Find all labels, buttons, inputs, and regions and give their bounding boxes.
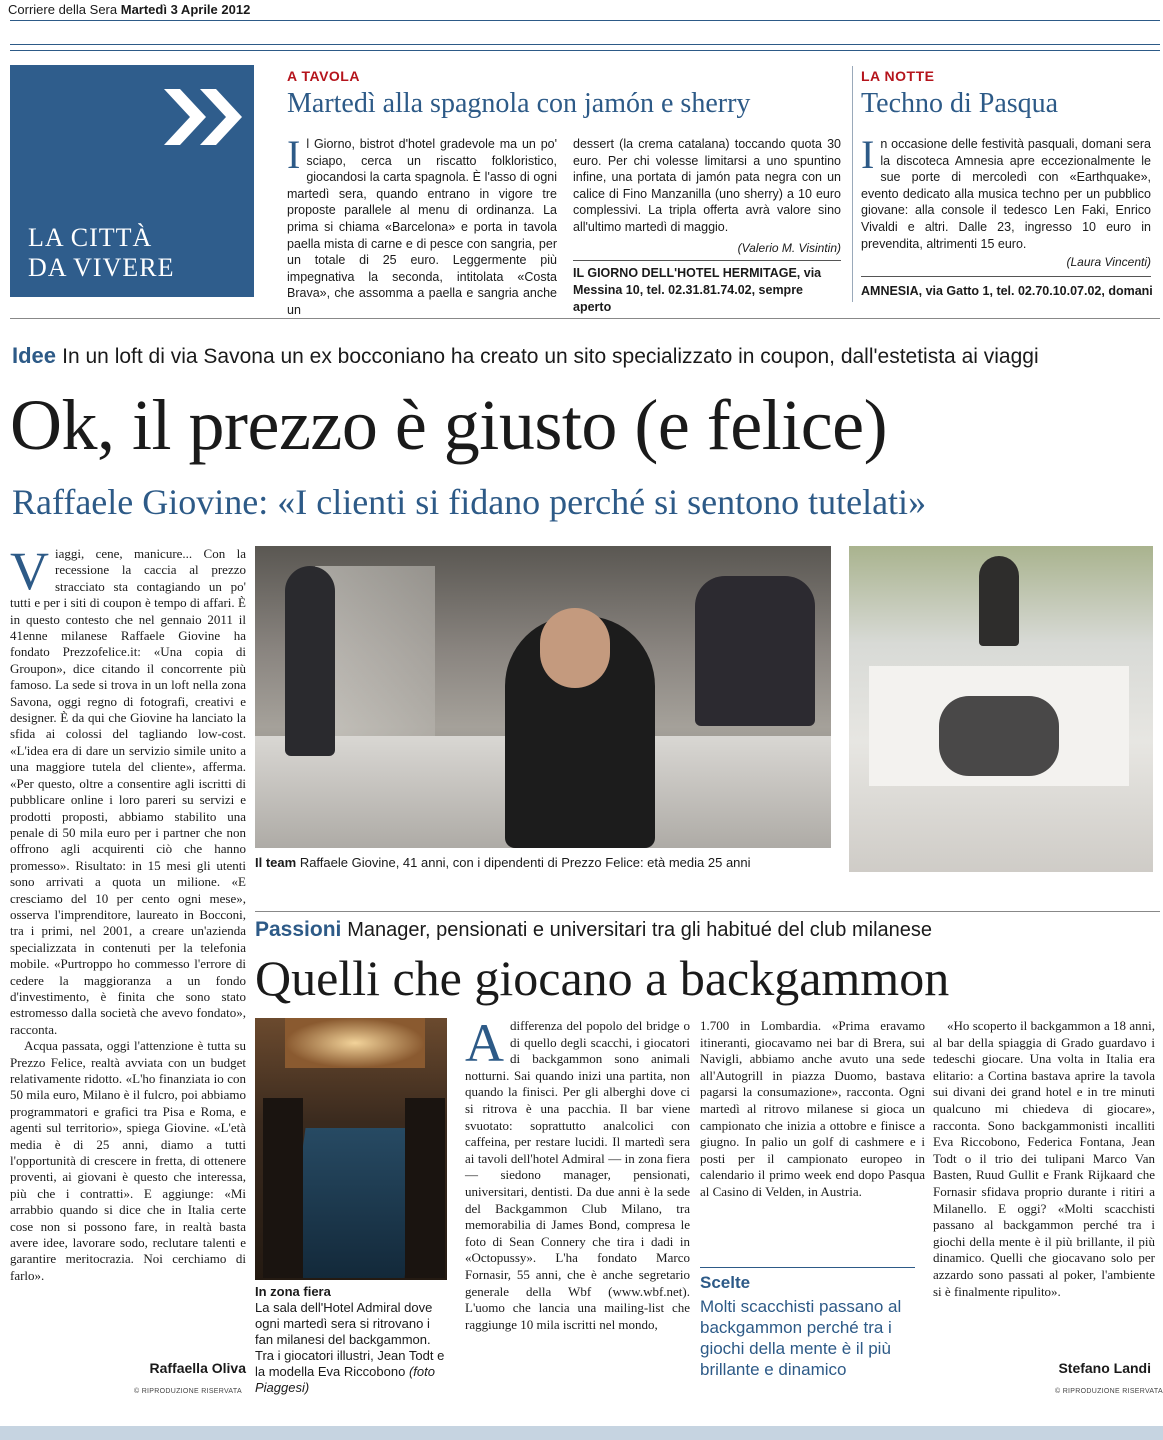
scelte-rule	[700, 1267, 915, 1268]
tavola-kicker: A TAVOLA	[287, 68, 360, 84]
tavola-body-col2	[573, 136, 841, 256]
photo-people	[939, 696, 1059, 776]
idee-subhead-line	[12, 343, 1162, 369]
top-rule	[10, 20, 1160, 21]
double-chevron-right-icon	[160, 83, 250, 151]
masthead	[8, 2, 250, 17]
passioni-col1-text: differenza del popolo del bridge o di quello degli scacchi, i giocatori di backgammon sono animali notturni. Sai quando inizi una partita, non quando la finisci. Per gli alberghi dove ci si ritrova è una pacchia. Il bar viene svuotato: soprattutto analcolici con caffeina, per restare lucidi. Il martedì sera ai tavoli dell'hotel Admiral — in zona fiera — siedono manager, pensionati, universitari, dentisti. Da due anni è la sede del Backgammon Club Milano, tra memorabilia di James Bond, compresa le foto di Sean Connery che tira i dadi in «Octopussy». L'ha fondato Marco Fornasir, 55 anni, che è anche segretario generale della Wbf (www.wbf.net). L'uomo che lancia una mailing-list che raggiunge 10 mila iscritti nel mondo,	[465, 1018, 690, 1332]
photo-figures-right	[695, 576, 815, 726]
idee-subhead: In un loft di via Savona un ex bocconiano ha creato un sito specializzato in coupon, dall'estetista ai viaggi	[62, 345, 1039, 368]
column-divider	[852, 66, 853, 302]
tavola-address: IL GIORNO DELL'HOTEL HERMITAGE, via Messina 10, tel. 02.31.81.74.02, sempre aperto	[573, 266, 822, 314]
team-photo	[255, 546, 831, 848]
tavola-body-col1	[287, 132, 557, 319]
tavola-body-text1: l Giorno, bistrot d'hotel gradevole ma un po' sciapo, cerca un riscatto folkloristico, giocandosi la carta spagnola. È l'asso di ogni martedì sera, quando entrano in vigore tre proposte parallele al menu di ordinanza. La prima si chiama «Barcelona» e porta in tavola paella mista di carne e di pesce con sangria, per un totale di 25 euro. Leggermente più impegnativa la seconda, intitolata «Costa Brava», che assomma a paella e sangria anche un	[287, 137, 557, 317]
section-title-line2: DA VIVERE	[28, 253, 175, 282]
passioni-subhead-line	[255, 918, 932, 942]
notte-address: AMNESIA, via Gatto 1, tel. 02.70.10.07.02, domani	[861, 284, 1153, 298]
tavola-body-text2: dessert (la crema catalana) toccando quota 30 euro. Per chi volesse limitarsi a uno spuntino infine, una portata di jamón pata negra con un calice di Fino Manzanilla (uno sherry) a 10 euro complessivi. La tripla offerta avrà valore sino all'ultimo martedì di maggio.	[573, 137, 841, 234]
idee-kicker: Idee	[12, 343, 57, 368]
paper-name: Corriere della Sera	[8, 2, 118, 17]
tavola-headline: Martedì alla spagnola con jamón e sherry	[287, 88, 751, 119]
scelte-label: Scelte	[700, 1273, 751, 1292]
idee-byline: Raffaella Oliva	[149, 1360, 246, 1376]
idee-body-text2: Acqua passata, oggi l'attenzione è tutta su Prezzo Felice, realtà avviata con un budget relativamente ridotto. «L'ho finanziata io con 50 mila euro, Milano è il fulcro, poi abbiamo programmatori e grafici tra Pisa e Roma, e agenti sul territorio», spiega Giovine. «L'età media è di 25 anni, diamo a tutti l'opportunità di crescere in fretta, di ottenere proventi, ai giovani è questo che interessa, più che i contratti». E aggiunge: «Mi arrabbio quando si dice che in Italia certe cose non si possono fare, in realtà basta avere idee, lavorare sodo, reclutare talenti e garantire meritocrazia. Noi cerchiamo di farlo».	[10, 1038, 246, 1283]
photo-players-right	[405, 1098, 445, 1278]
backgammon-caption	[255, 1284, 450, 1396]
passioni-headline: Quelli che giocano a backgammon	[255, 950, 950, 1006]
passioni-col3	[933, 1018, 1155, 1300]
notte-signature: (Laura Vincenti)	[1066, 255, 1151, 270]
section-rule	[10, 318, 1160, 319]
notte-dropcap: I	[861, 132, 875, 177]
notte-kicker: LA NOTTE	[861, 68, 935, 84]
tavola-signature: (Valerio M. Visintin)	[737, 240, 841, 255]
idee-headline: Ok, il prezzo è giusto (e felice)	[10, 385, 888, 465]
passioni-col2	[700, 1018, 925, 1201]
notte-divider	[861, 276, 1151, 277]
backgammon-caption-text: La sala dell'Hotel Admiral dove ogni martedì sera si ritrovano i fan milanesi del backgammon. Tra i giocatori illustri, Jean Todt e la modella Eva Riccobono	[255, 1300, 445, 1379]
tavola-dropcap: I	[287, 132, 301, 177]
passioni-col3-text: «Ho scoperto il backgammon a 18 anni, al bar della spiaggia di Grado guardavo i tedeschi giocare. Una volta in Italia era elitario: a Cortina bastava aprire la tavola sui divani dei grand hotel e in tre minuti qualcuno mi chiedeva di giocare», racconta. Sono backgammonisti incalliti Eva Riccobono, Federica Fontana, Jean Todt o il trio dei tulipani Marco Van Basten, Ruud Gullit e Frank Rijkaard che Fornasir sfidava proprio durante i ritiri a Milanello. E oggi? «Molti scacchisti passano al backgammon perché tra i giochi della mente è il più brillante, il più dinamico. Quelli che giocavano solo per azzardo sono passati al poker, l'ambiente si è finalmente ripulito».	[933, 1018, 1155, 1299]
passioni-top-rule	[255, 911, 1160, 912]
tavola-divider	[573, 260, 841, 261]
passioni-subhead: Manager, pensionati e universitari tra gli habitué del club milanese	[347, 919, 933, 941]
team-caption-text: Raffaele Giovine, 41 anni, con i dipendenti di Prezzo Felice: età media 25 anni	[299, 855, 751, 870]
photo-figure-left	[285, 566, 335, 756]
notte-body	[861, 132, 1151, 271]
footer-band	[0, 1426, 1163, 1440]
photo-players-left	[263, 1098, 303, 1278]
backgammon-caption-label: In zona fiera	[255, 1284, 331, 1299]
idee-body-text: iaggi, cene, manicure... Con la recessione la caccia al prezzo stracciato sta contagiando un po' tutti e per i siti di coupon è tempo di affari. È in questo contesto che nel gennaio 2011 il 41enne milanese Raffaele Giovine ha fondato Prezzofelice.it: «Una copia di Groupon», dice citando il concorrente più famoso. La sede si trova in un loft nella zona Savona, oggi regno di fotografi, creativi e designer. È da qui che Giovine ha lanciato la sfida ai colossi del tagliando low-cost. «L'idea era di dare un servizio simile unito a una maggiore tutela del cliente», afferma. «Per questo, oltre a consentire agli iscritti di pubblicare online i loro pareri su servizi e prodotti proposti, abbiamo stabilito una penale di 50 mila euro per i partner che non offrono agli acquirenti ciò che hanno promesso». Risultato: in 15 mesi gli utenti sono arrivati a quota un milione. «E cresciamo del 10 per cento ogni mese», osserva l'imprenditore, laureato in Bocconi, tra i primi, nel 2001, a creare un'azienda specializzata in contenuti per la telefonia mobile. «Purtroppo ho commesso l'errore di cedere la maggioranza a un fondo d'investimento, è finita che sono stato estromesso dalla società che avevo fondato», racconta.	[10, 546, 246, 1037]
idee-body	[10, 541, 246, 1284]
backgammon-photo	[255, 1018, 447, 1280]
team-caption-label: Il team	[255, 855, 297, 870]
section-title-line1: LA CITTÀ	[28, 223, 153, 252]
notte-body-text: n occasione delle festività pasquali, domani sera la discoteca Amnesia apre eccezionalmente le sue porte di mercoledì con «Earthquake», evento dedicato alla musica techno per un pubblico giovane: alla console il tedesco Len Faki, Enrico Vivaldi e altri. Dalle 23, ingresso 10 euro in prevendita, altrimenti 15 euro.	[861, 137, 1151, 251]
office-photo	[849, 546, 1153, 872]
top-double-rule	[10, 44, 1160, 51]
photo-credit: (foto Piaggesi)	[255, 1364, 435, 1395]
passioni-byline: Stefano Landi	[1058, 1360, 1151, 1376]
photo-standing-figure	[979, 556, 1019, 646]
passioni-copyright: © RIPRODUZIONE RISERVATA	[1055, 1388, 1163, 1395]
idee-dropcap: V	[10, 541, 49, 601]
photo-lamps	[285, 1018, 425, 1068]
photo-main-face	[540, 608, 610, 688]
issue-date: Martedì 3 Aprile 2012	[120, 2, 251, 17]
notte-headline: Techno di Pasqua	[861, 88, 1059, 119]
section-title	[28, 223, 174, 283]
passioni-col1	[465, 1013, 690, 1333]
passioni-dropcap: A	[465, 1013, 504, 1073]
section-box	[10, 65, 254, 297]
passioni-col2-text: 1.700 in Lombardia. «Prima eravamo itineranti, giocavamo nei bar di Brera, sui Navigli, abbiamo anche avuto una sede all'Autogrill in piazza Duomo, bastava pagarsi la consumazione», racconta. Ogni martedì al ritrovo milanese si gioca un campionato che inizia a ottobre e finisce a giugno. In palio un golf di cashmere e i posti per il campionato europeo in calendario il primo week end dopo Pasqua al Casino di Velden, in Austria.	[700, 1018, 925, 1199]
idee-copyright: © RIPRODUZIONE RISERVATA	[134, 1388, 242, 1395]
idee-deck: Raffaele Giovine: «I clienti si fidano perché si sentono tutelati»	[12, 482, 927, 522]
scelte-quote: Molti scacchisti passano al backgammon perché tra i giochi della mente è il più brillante e dinamico	[700, 1297, 902, 1379]
passioni-kicker: Passioni	[255, 918, 342, 941]
team-photo-caption	[255, 854, 845, 871]
